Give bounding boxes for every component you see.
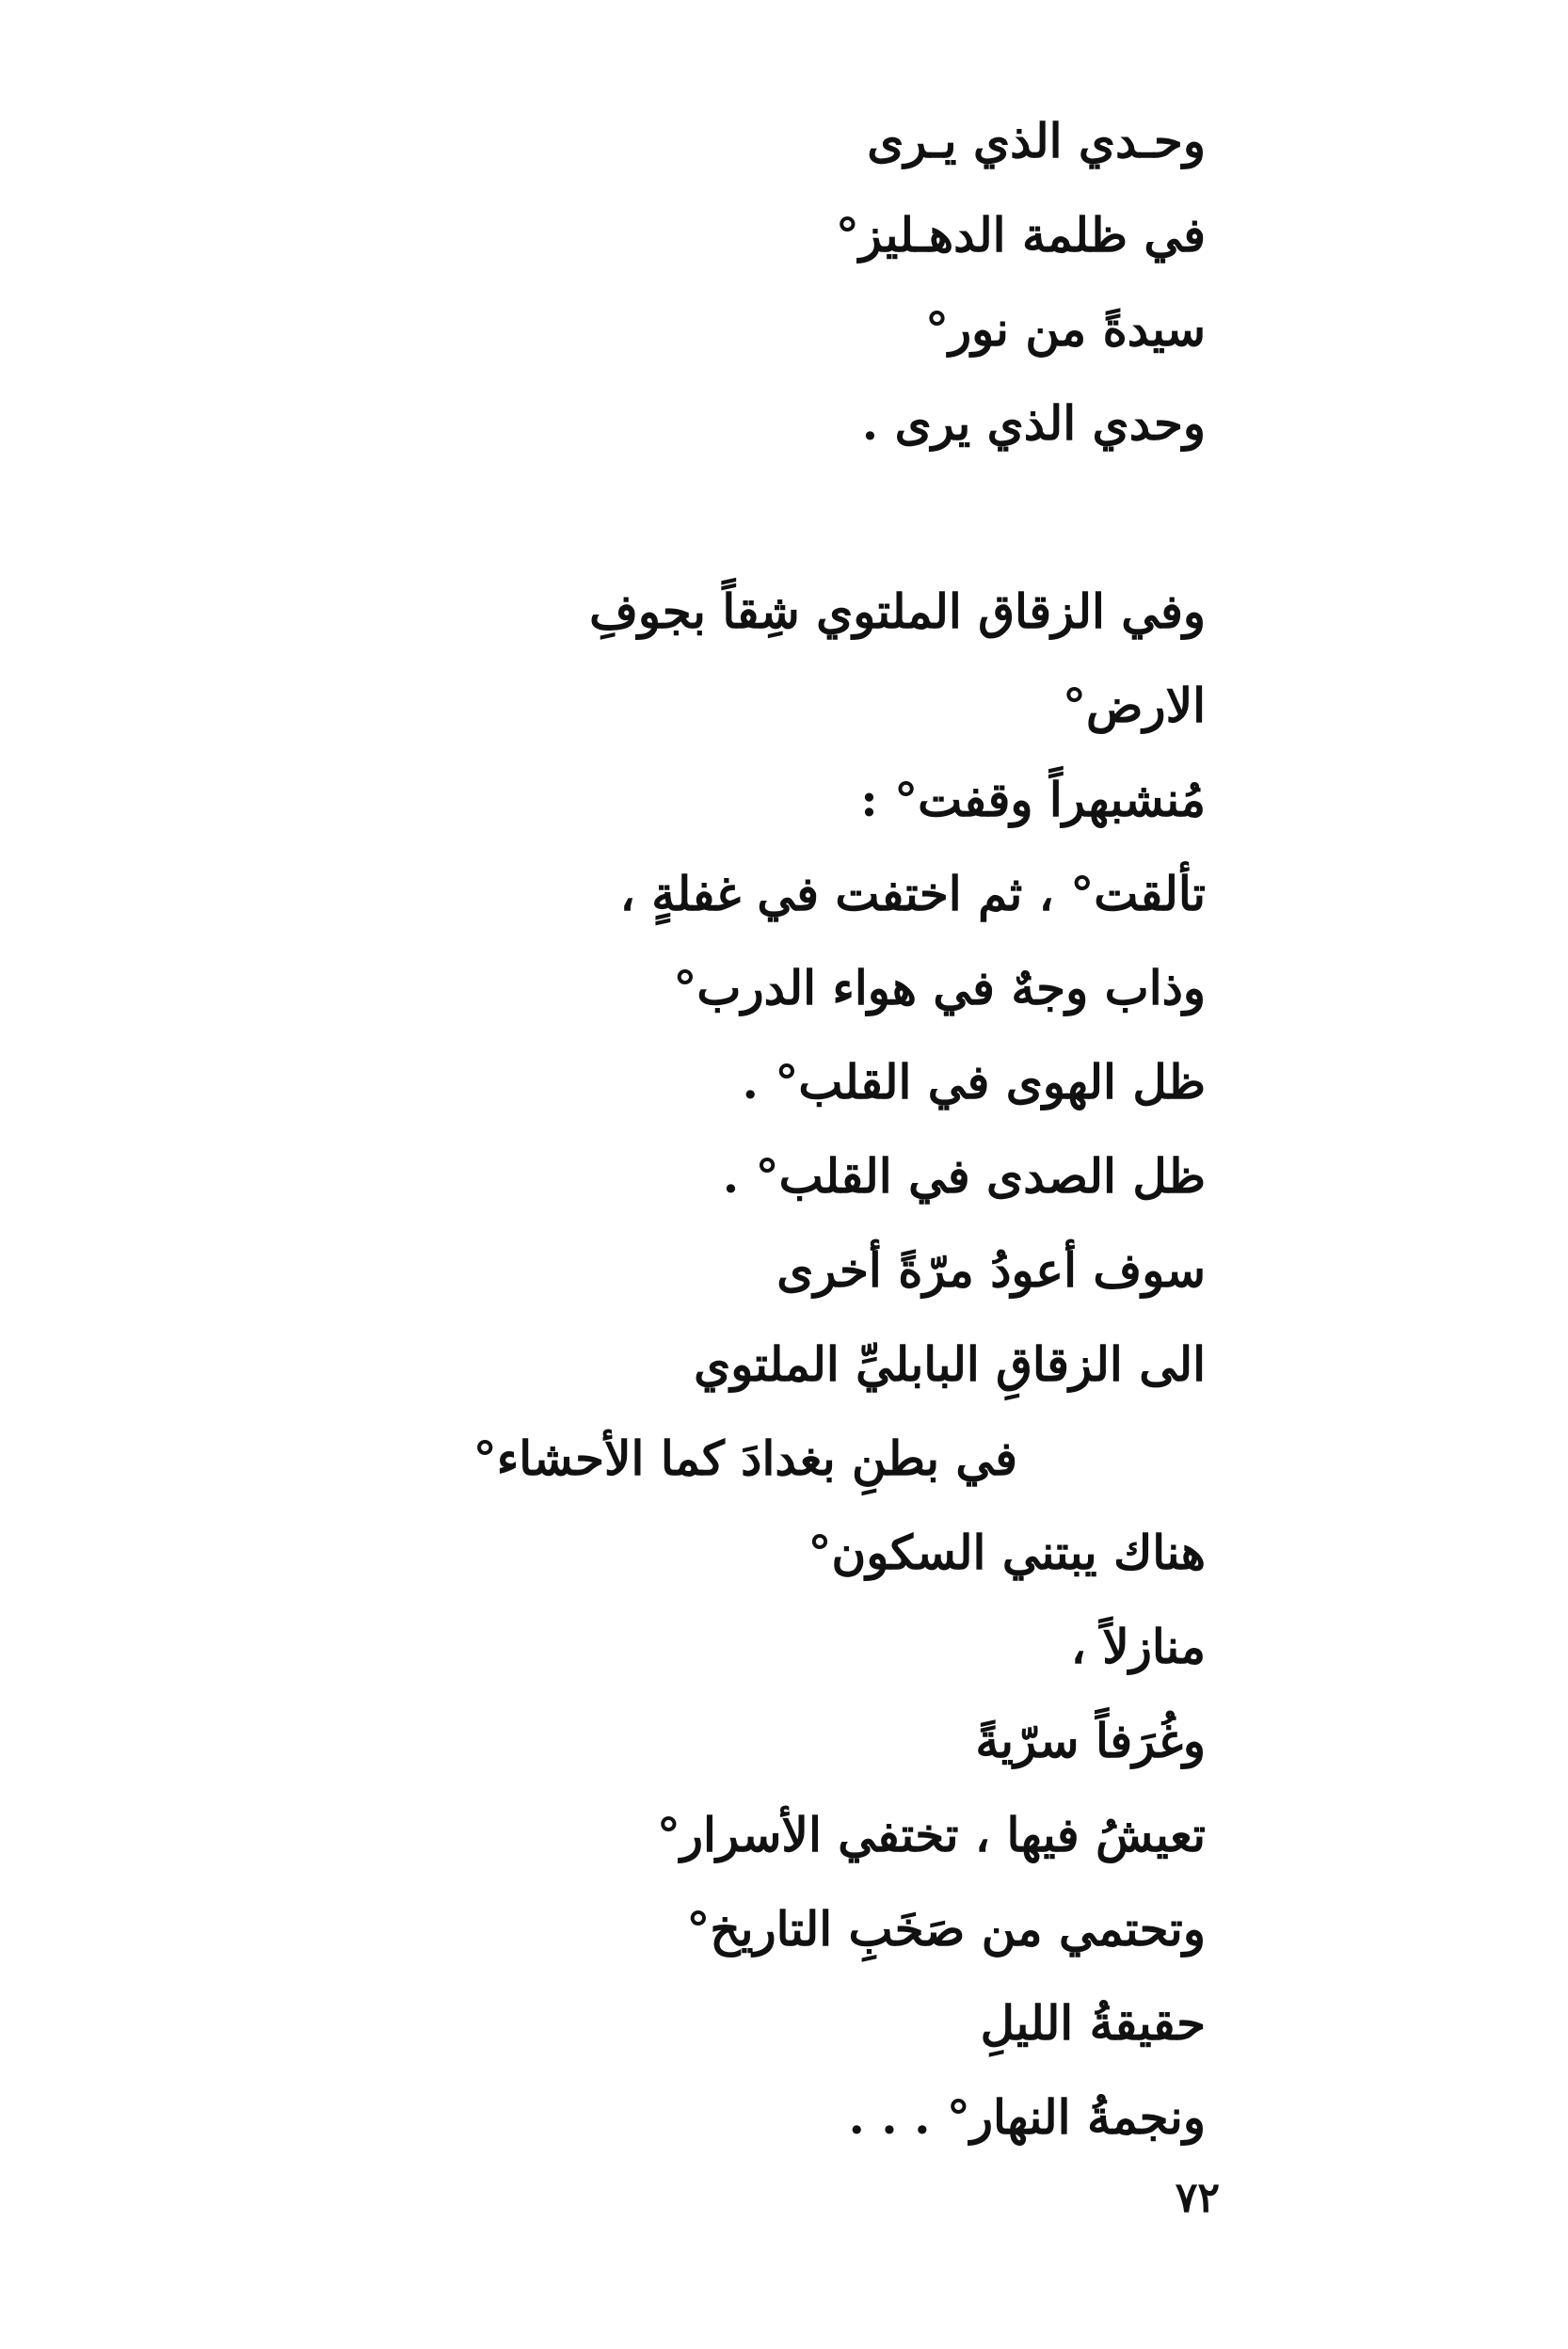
poem-line: الى الزقاقِ البابليِّ الملتوي (694, 1336, 1206, 1392)
poem-line: وفي الزقاق الملتوي شِقاً بجوفِ (589, 583, 1206, 639)
poem-line: وغُرَفاً سرّيةً (975, 1713, 1206, 1768)
poem-line: وحدي الذي يرى . (861, 395, 1206, 451)
poem-body (264, 94, 1206, 2165)
poem-line: الارض° (1062, 678, 1206, 733)
poem-line: مُنشبهراً وقفت° : (860, 772, 1206, 827)
poem-line: سوف أعودُ مرّةً أخرى (776, 1242, 1206, 1298)
stanza-gap (264, 471, 1206, 565)
poem-line: ظل الصدى في القلب° . (722, 1148, 1206, 1204)
poem-line: سيدةً من نور° (925, 301, 1206, 357)
poem-line: وذاب وجهٌ في هواء الدرب° (673, 960, 1206, 1015)
page-number: ٧٢ (1175, 2174, 1220, 2222)
poem-line: وتحتمي من صَخَبِ التاريخ° (686, 1901, 1206, 1957)
poem-line: حقيقةُ الليلِ (980, 1995, 1206, 2051)
poem-line: ظل الهوى في القلب° . (742, 1054, 1206, 1110)
poem-line: وحـدي الذي يـرى (867, 113, 1206, 168)
poem-line: تألقت° ، ثم اختفت في غفلةٍ ، (619, 866, 1206, 921)
poem-line: ونجمةُ النهار° . . . (848, 2089, 1206, 2145)
poem-line: في ظلمة الدهـليز° (835, 207, 1206, 263)
poem-line: تعيشُ فيها ، تختفي الأسرار° (656, 1807, 1206, 1862)
poem-line: منازلاً ، (1070, 1619, 1206, 1674)
poem-line-indented: في بطنِ بغدادَ كما الأحشاء° (472, 1430, 1017, 1486)
poem-line: هناك يبتني السكون° (808, 1525, 1206, 1580)
